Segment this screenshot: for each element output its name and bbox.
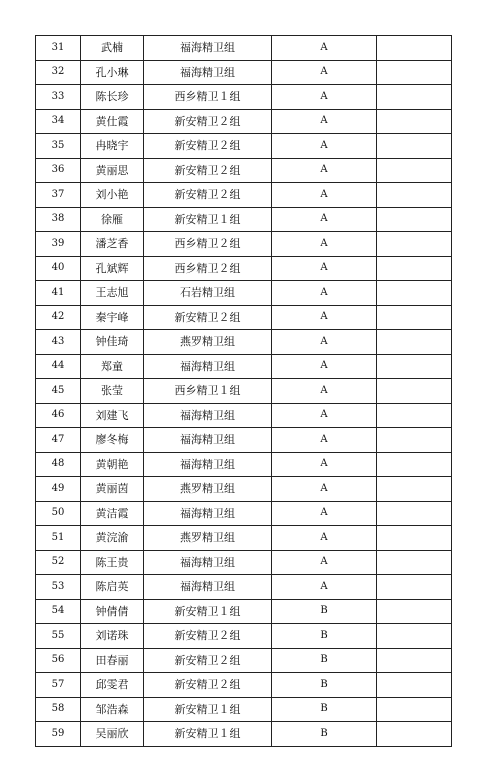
grade-cell: A: [272, 183, 377, 208]
remark-cell: [377, 305, 452, 330]
row-number-cell: 49: [36, 477, 81, 502]
grade-cell: A: [272, 281, 377, 306]
grade-cell: A: [272, 134, 377, 159]
row-number-cell: 33: [36, 85, 81, 110]
grade-cell: A: [272, 330, 377, 355]
team-cell: 新安精卫１组: [144, 722, 272, 747]
row-number-cell: 42: [36, 305, 81, 330]
name-cell: 黄浣渝: [81, 526, 144, 551]
remark-cell: [377, 85, 452, 110]
grade-cell: A: [272, 403, 377, 428]
name-cell: 武楠: [81, 36, 144, 61]
row-number-cell: 46: [36, 403, 81, 428]
row-number-cell: 48: [36, 452, 81, 477]
table-row: [36, 624, 452, 649]
table-row: [36, 722, 452, 747]
name-cell: 孔斌辉: [81, 256, 144, 281]
remark-cell: [377, 722, 452, 747]
name-cell: 王志旭: [81, 281, 144, 306]
team-cell: 西乡精卫２组: [144, 232, 272, 257]
remark-cell: [377, 550, 452, 575]
team-cell: 新安精卫２组: [144, 109, 272, 134]
grade-cell: A: [272, 60, 377, 85]
table-row: [36, 575, 452, 600]
remark-cell: [377, 330, 452, 355]
remark-cell: [377, 36, 452, 61]
table-row: [36, 697, 452, 722]
grade-cell: B: [272, 722, 377, 747]
remark-cell: [377, 575, 452, 600]
row-number-cell: 32: [36, 60, 81, 85]
name-cell: 黄洁霞: [81, 501, 144, 526]
grade-cell: A: [272, 207, 377, 232]
team-cell: 福海精卫组: [144, 575, 272, 600]
row-number-cell: 59: [36, 722, 81, 747]
table-row: [36, 477, 452, 502]
table-row: [36, 36, 452, 61]
table-row: [36, 207, 452, 232]
table-row: [36, 60, 452, 85]
remark-cell: [377, 452, 452, 477]
row-number-cell: 37: [36, 183, 81, 208]
grade-cell: B: [272, 697, 377, 722]
team-cell: 福海精卫组: [144, 452, 272, 477]
name-cell: 陈启英: [81, 575, 144, 600]
roster-table-body: [36, 36, 452, 747]
team-cell: 福海精卫组: [144, 501, 272, 526]
remark-cell: [377, 673, 452, 698]
name-cell: 钟倩倩: [81, 599, 144, 624]
team-cell: 新安精卫２组: [144, 134, 272, 159]
remark-cell: [377, 501, 452, 526]
table-row: [36, 428, 452, 453]
table-row: [36, 379, 452, 404]
team-cell: 新安精卫２组: [144, 624, 272, 649]
row-number-cell: 50: [36, 501, 81, 526]
team-cell: 福海精卫组: [144, 60, 272, 85]
grade-cell: B: [272, 673, 377, 698]
table-row: [36, 109, 452, 134]
row-number-cell: 31: [36, 36, 81, 61]
team-cell: 西乡精卫２组: [144, 256, 272, 281]
team-cell: 燕罗精卫组: [144, 526, 272, 551]
name-cell: 陈长珍: [81, 85, 144, 110]
team-cell: 福海精卫组: [144, 354, 272, 379]
table-row: [36, 526, 452, 551]
remark-cell: [377, 428, 452, 453]
name-cell: 张莹: [81, 379, 144, 404]
name-cell: 邱雯君: [81, 673, 144, 698]
name-cell: 刘建飞: [81, 403, 144, 428]
remark-cell: [377, 134, 452, 159]
row-number-cell: 58: [36, 697, 81, 722]
remark-cell: [377, 354, 452, 379]
name-cell: 黄朝艳: [81, 452, 144, 477]
table-row: [36, 85, 452, 110]
row-number-cell: 45: [36, 379, 81, 404]
name-cell: 邹浩森: [81, 697, 144, 722]
grade-cell: A: [272, 452, 377, 477]
roster-sheet: [35, 35, 451, 747]
team-cell: 燕罗精卫组: [144, 330, 272, 355]
team-cell: 新安精卫１组: [144, 599, 272, 624]
remark-cell: [377, 477, 452, 502]
grade-cell: A: [272, 526, 377, 551]
name-cell: 潘芝香: [81, 232, 144, 257]
grade-cell: A: [272, 501, 377, 526]
team-cell: 新安精卫２组: [144, 305, 272, 330]
table-row: [36, 354, 452, 379]
table-row: [36, 452, 452, 477]
name-cell: 黄仕霞: [81, 109, 144, 134]
roster-table: [35, 35, 452, 747]
remark-cell: [377, 60, 452, 85]
row-number-cell: 47: [36, 428, 81, 453]
grade-cell: B: [272, 624, 377, 649]
grade-cell: A: [272, 575, 377, 600]
team-cell: 石岩精卫组: [144, 281, 272, 306]
row-number-cell: 40: [36, 256, 81, 281]
row-number-cell: 52: [36, 550, 81, 575]
row-number-cell: 39: [36, 232, 81, 257]
row-number-cell: 43: [36, 330, 81, 355]
table-row: [36, 134, 452, 159]
row-number-cell: 35: [36, 134, 81, 159]
team-cell: 新安精卫１组: [144, 697, 272, 722]
remark-cell: [377, 624, 452, 649]
table-row: [36, 232, 452, 257]
table-row: [36, 550, 452, 575]
table-row: [36, 330, 452, 355]
name-cell: 郑童: [81, 354, 144, 379]
row-number-cell: 38: [36, 207, 81, 232]
row-number-cell: 51: [36, 526, 81, 551]
table-row: [36, 673, 452, 698]
table-row: [36, 403, 452, 428]
grade-cell: A: [272, 36, 377, 61]
name-cell: 孔小琳: [81, 60, 144, 85]
remark-cell: [377, 648, 452, 673]
row-number-cell: 41: [36, 281, 81, 306]
table-row: [36, 501, 452, 526]
team-cell: 福海精卫组: [144, 403, 272, 428]
grade-cell: A: [272, 305, 377, 330]
team-cell: 西乡精卫１组: [144, 379, 272, 404]
remark-cell: [377, 599, 452, 624]
name-cell: 黄丽思: [81, 158, 144, 183]
grade-cell: A: [272, 256, 377, 281]
team-cell: 福海精卫组: [144, 428, 272, 453]
name-cell: 黄丽茵: [81, 477, 144, 502]
row-number-cell: 56: [36, 648, 81, 673]
team-cell: 燕罗精卫组: [144, 477, 272, 502]
team-cell: 新安精卫２组: [144, 158, 272, 183]
name-cell: 刘诺珠: [81, 624, 144, 649]
remark-cell: [377, 109, 452, 134]
name-cell: 冉晓宇: [81, 134, 144, 159]
name-cell: 陈王贵: [81, 550, 144, 575]
remark-cell: [377, 256, 452, 281]
name-cell: 廖冬梅: [81, 428, 144, 453]
remark-cell: [377, 403, 452, 428]
remark-cell: [377, 281, 452, 306]
remark-cell: [377, 158, 452, 183]
table-row: [36, 305, 452, 330]
table-row: [36, 183, 452, 208]
grade-cell: B: [272, 648, 377, 673]
table-row: [36, 281, 452, 306]
grade-cell: A: [272, 232, 377, 257]
row-number-cell: 55: [36, 624, 81, 649]
remark-cell: [377, 697, 452, 722]
row-number-cell: 44: [36, 354, 81, 379]
team-cell: 新安精卫１组: [144, 207, 272, 232]
name-cell: 钟佳琦: [81, 330, 144, 355]
table-row: [36, 599, 452, 624]
team-cell: 新安精卫２组: [144, 183, 272, 208]
team-cell: 福海精卫组: [144, 36, 272, 61]
remark-cell: [377, 526, 452, 551]
grade-cell: A: [272, 428, 377, 453]
remark-cell: [377, 379, 452, 404]
team-cell: 新安精卫２组: [144, 648, 272, 673]
grade-cell: A: [272, 477, 377, 502]
name-cell: 刘小艳: [81, 183, 144, 208]
table-row: [36, 648, 452, 673]
table-row: [36, 256, 452, 281]
team-cell: 新安精卫２组: [144, 673, 272, 698]
name-cell: 吴丽欣: [81, 722, 144, 747]
grade-cell: B: [272, 599, 377, 624]
grade-cell: A: [272, 158, 377, 183]
row-number-cell: 36: [36, 158, 81, 183]
row-number-cell: 57: [36, 673, 81, 698]
grade-cell: A: [272, 109, 377, 134]
team-cell: 福海精卫组: [144, 550, 272, 575]
remark-cell: [377, 183, 452, 208]
grade-cell: A: [272, 354, 377, 379]
name-cell: 田春丽: [81, 648, 144, 673]
grade-cell: A: [272, 379, 377, 404]
grade-cell: A: [272, 550, 377, 575]
name-cell: 徐雁: [81, 207, 144, 232]
row-number-cell: 54: [36, 599, 81, 624]
row-number-cell: 34: [36, 109, 81, 134]
grade-cell: A: [272, 85, 377, 110]
name-cell: 秦宇峰: [81, 305, 144, 330]
remark-cell: [377, 232, 452, 257]
remark-cell: [377, 207, 452, 232]
table-row: [36, 158, 452, 183]
team-cell: 西乡精卫１组: [144, 85, 272, 110]
row-number-cell: 53: [36, 575, 81, 600]
